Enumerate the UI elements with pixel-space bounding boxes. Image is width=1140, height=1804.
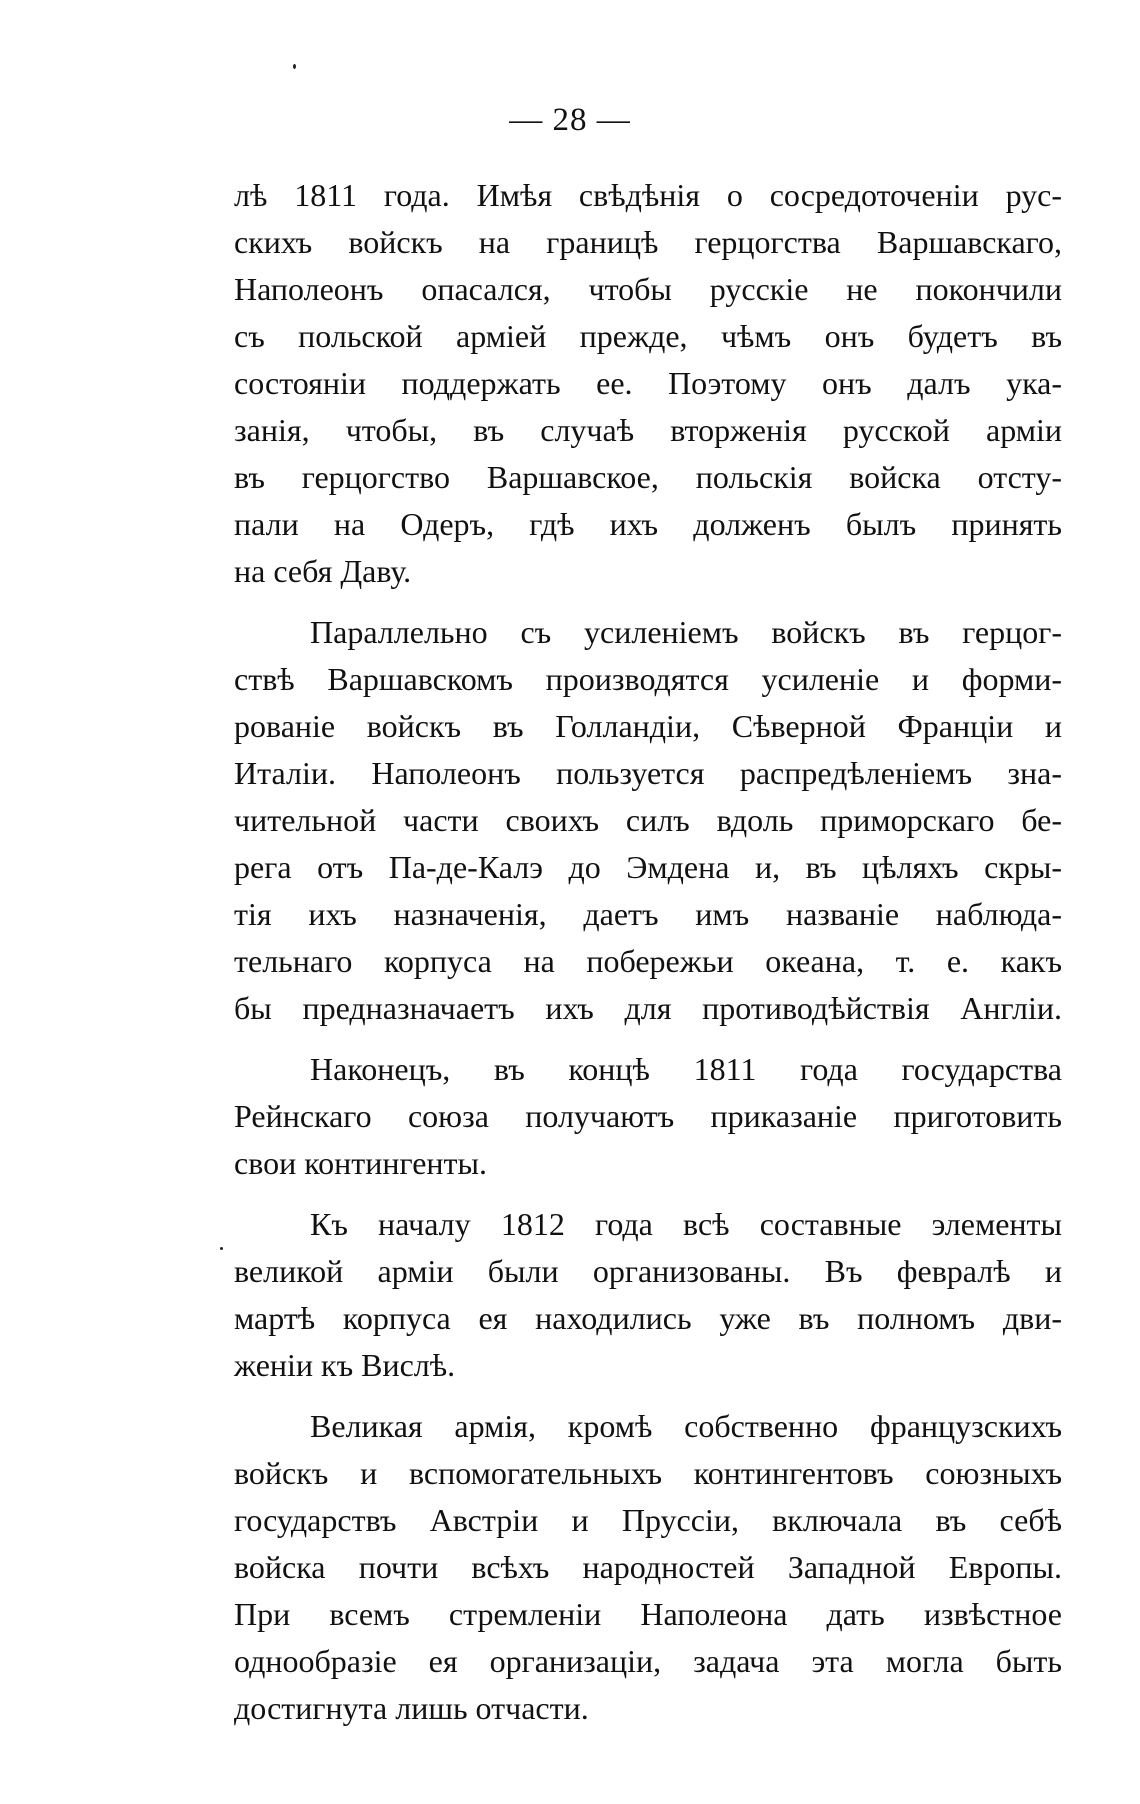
text-line: лѣ 1811 года. Имѣя свѣдѣнія о сосредоточеніи рус-	[234, 177, 1062, 213]
text-line: Великая армія, кромѣ собственно французскихъ	[310, 1408, 1062, 1444]
text-line: скихъ войскъ на границѣ герцогства Варшавскаго,	[234, 224, 1062, 260]
text-line: войска почти всѣхъ народностей Западной Европы.	[234, 1549, 1062, 1585]
body-text	[234, 172, 1062, 1746]
paragraph-1	[234, 172, 1062, 595]
print-speck	[293, 64, 296, 69]
text-line: Наполеонъ опасался, чтобы русскіе не покончили	[234, 271, 1062, 307]
text-line: Рейнскаго союза получаютъ приказаніе приготовить	[234, 1098, 1062, 1134]
text-line: пали на Одеръ, гдѣ ихъ долженъ былъ принять	[234, 506, 1062, 542]
text-line: тельнаго корпуса на побережьи океана, т. е. какъ	[234, 943, 1062, 979]
text-line: Италіи. Наполеонъ пользуется распредѣленіемъ зна-	[234, 755, 1062, 791]
text-line: При всемъ стремленіи Наполеона дать извѣстное	[234, 1596, 1062, 1632]
text-line: свои контингенты.	[234, 1145, 488, 1181]
paragraph-5	[234, 1403, 1062, 1732]
page-number: — 28 —	[509, 102, 631, 138]
text-line: Наконецъ, въ концѣ 1811 года государства	[310, 1051, 1062, 1087]
text-line: великой арміи были организованы. Въ февралѣ и	[234, 1253, 1062, 1289]
text-line: рега отъ Па-де-Калэ до Эмдена и, въ цѣляхъ скры-	[234, 849, 1062, 885]
text-line: чительной части своихъ силъ вдоль приморскаго бе-	[234, 802, 1062, 838]
paragraph-3	[234, 1046, 1062, 1187]
text-line: однообразіе ея организаціи, задача эта могла быть	[234, 1643, 1062, 1679]
text-line: на себя Даву.	[234, 553, 412, 589]
text-line: состояніи поддержать ее. Поэтому онъ далъ ука-	[234, 365, 1062, 401]
text-line: занія, чтобы, въ случаѣ вторженія русской арміи	[234, 412, 1062, 448]
text-line: ствѣ Варшавскомъ производятся усиленіе и форми-	[234, 661, 1062, 697]
text-line: войскъ и вспомогательныхъ контингентовъ союзныхъ	[234, 1455, 1062, 1491]
paragraph-4	[234, 1201, 1062, 1389]
text-line: достигнута лишь отчасти.	[234, 1690, 589, 1726]
text-line: бы предназначаетъ ихъ для противодѣйствія Англіи.	[234, 990, 1062, 1026]
text-line: рованіе войскъ въ Голландіи, Сѣверной Франціи и	[234, 708, 1062, 744]
text-line: съ польской арміей прежде, чѣмъ онъ будетъ въ	[234, 318, 1062, 354]
text-line: женіи къ Вислѣ.	[234, 1347, 456, 1383]
text-line: Параллельно съ усиленіемъ войскъ въ герцог-	[310, 614, 1062, 650]
text-line: государствъ Австріи и Пруссіи, включала въ себѣ	[234, 1502, 1062, 1538]
text-line: Къ началу 1812 года всѣ составные элементы	[310, 1206, 1062, 1242]
text-line: мартѣ корпуса ея находились уже въ полномъ дви-	[234, 1300, 1062, 1336]
print-speck	[220, 1247, 223, 1250]
text-line: въ герцогство Варшавское, польскія войска отсту-	[234, 459, 1062, 495]
text-line: тія ихъ назначенія, даетъ имъ названіе наблюда-	[234, 896, 1062, 932]
paragraph-2	[234, 609, 1062, 1032]
